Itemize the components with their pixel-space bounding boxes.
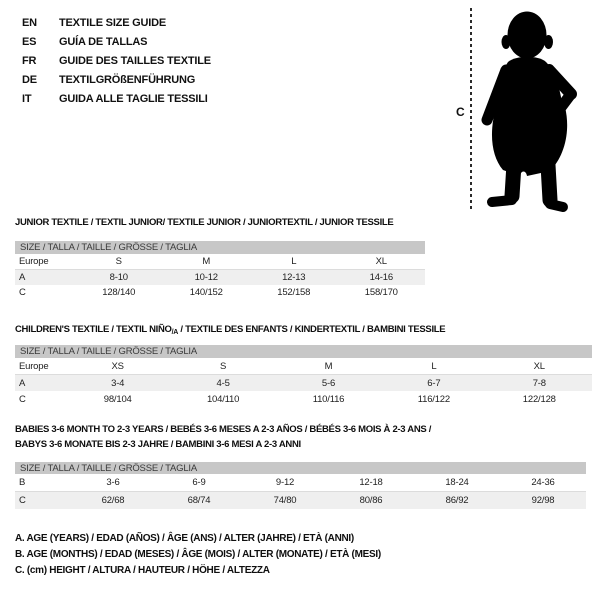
children-size-table (15, 345, 592, 407)
size-cell: 68/74 (156, 492, 242, 510)
size-header-row (15, 241, 425, 254)
title-text: / TEXTILE DES ENFANTS / KINDERTEXTIL / BAMBINI TESSILE (178, 324, 446, 335)
legend-line-b: B. AGE (MONTHS) / EDAD (MESES) / ÂGE (MOIS) / ALTER (MONATE) / ETÀ (MESI) (15, 549, 381, 560)
size-cell: 92/98 (500, 492, 586, 510)
size-cell: 6-9 (156, 474, 242, 492)
size-cell: M (276, 358, 381, 375)
size-cell: 116/122 (417, 393, 450, 405)
row-label-cell: B (15, 474, 70, 492)
language-title: TEXTILGRÖßENFÜHRUNG (59, 73, 196, 86)
size-cell: 98/104 (103, 393, 132, 405)
size-cell: XL (338, 254, 426, 270)
size-cell: 5-6 (276, 375, 381, 392)
table-row (15, 285, 425, 300)
size-cell: 12-13 (250, 270, 338, 286)
size-cell: 6-7 (381, 375, 486, 392)
size-header-row (15, 462, 586, 474)
size-cell: M (163, 254, 251, 270)
height-marker-label: C (456, 105, 465, 119)
babies-size-table (15, 462, 586, 509)
size-cell: L (381, 358, 486, 375)
table-row (15, 270, 425, 286)
size-cell: 128/140 (102, 287, 136, 298)
language-row (22, 13, 211, 32)
row-label-cell: C (19, 393, 26, 405)
size-cell: 140/152 (189, 287, 223, 298)
language-row (22, 89, 211, 108)
size-cell: S (170, 358, 275, 375)
size-cell: L (250, 254, 338, 270)
row-label-cell: Europe (15, 254, 75, 270)
language-row (22, 70, 211, 89)
measurement-legend (15, 533, 381, 581)
language-code: FR (22, 54, 37, 67)
legend-line-a: A. AGE (YEARS) / EDAD (AÑOS) / ÂGE (ANS) / ALTER (JAHRE) / ETÀ (ANNI) (15, 533, 354, 544)
size-cell: 14-16 (338, 270, 426, 286)
size-cell: S (75, 254, 163, 270)
row-label-cell: C (15, 492, 70, 510)
table-row (15, 474, 586, 492)
language-title: GUÍA DE TALLAS (59, 35, 148, 48)
size-cell: 24-36 (500, 474, 586, 492)
size-cell: 3-4 (65, 375, 170, 392)
language-code: IT (22, 92, 32, 105)
table-row (15, 492, 586, 510)
row-label-cell: Europe (15, 358, 65, 375)
size-header-bar: SIZE / TALLA / TAILLE / GRÖSSE / TAGLIA (15, 462, 586, 474)
size-cell: 122/128 (522, 393, 556, 405)
language-title-list (22, 13, 211, 108)
baby-silhouette-icon (476, 4, 600, 216)
junior-table-title: JUNIOR TEXTILE / TEXTIL JUNIOR/ TEXTILE JUNIOR / JUNIORTEXTIL / JUNIOR TESSILE (15, 217, 394, 228)
size-cell: 62/68 (70, 492, 156, 510)
size-cell: 12-18 (328, 474, 414, 492)
table-row (15, 375, 592, 392)
language-code: ES (22, 35, 37, 48)
legend-line-c: C. (cm) HEIGHT / ALTURA / HAUTEUR / HÖHE / ALTEZZA (15, 565, 270, 576)
language-title: GUIDA ALLE TAGLIE TESSILI (59, 92, 208, 105)
size-header-bar: SIZE / TALLA / TAILLE / GRÖSSE / TAGLIA (15, 241, 425, 254)
size-cell: 8-10 (75, 270, 163, 286)
size-cell: 9-12 (242, 474, 328, 492)
size-cell: 4-5 (170, 375, 275, 392)
size-cell: 80/86 (328, 492, 414, 510)
table-row (15, 358, 592, 375)
language-code: EN (22, 16, 37, 29)
junior-size-table (15, 241, 425, 300)
row-label-cell: A (15, 270, 75, 286)
title-subscript: /A (171, 329, 179, 336)
title-line: BABIES 3-6 MONTH TO 2-3 YEARS / BEBÉS 3-6 MESES A 2-3 AÑOS / BÉBÉS 3-6 MOIS À 2-3 ANS / (15, 424, 432, 435)
title-line: BABYS 3-6 MONATE BIS 2-3 JAHRE / BAMBINI 3-6 MESI A 2-3 ANNI (15, 439, 301, 450)
size-cell: 152/158 (277, 287, 311, 298)
size-cell: 3-6 (70, 474, 156, 492)
language-code: DE (22, 73, 37, 86)
size-cell: 10-12 (163, 270, 251, 286)
language-title: GUIDE DES TAILLES TEXTILE (59, 54, 211, 67)
table-row (15, 254, 425, 270)
size-cell: 7-8 (487, 375, 592, 392)
size-cell: 18-24 (414, 474, 500, 492)
table-row (15, 391, 592, 407)
language-title: TEXTILE SIZE GUIDE (59, 16, 167, 29)
babies-table-title (15, 422, 431, 452)
size-cell: XS (65, 358, 170, 375)
size-cell: 86/92 (414, 492, 500, 510)
language-row (22, 51, 211, 70)
size-cell: XL (487, 358, 592, 375)
size-header-bar: SIZE / TALLA / TAILLE / GRÖSSE / TAGLIA (15, 345, 592, 358)
size-cell: 158/170 (364, 287, 398, 298)
children-table-title (15, 322, 445, 340)
size-cell: 104/110 (206, 393, 240, 405)
row-label-cell: A (15, 375, 65, 392)
size-cell: 74/80 (242, 492, 328, 510)
size-header-row (15, 345, 592, 358)
row-label-cell: C (19, 287, 26, 298)
language-row (22, 32, 211, 51)
height-measure-dotted-line (470, 8, 472, 210)
title-text: CHILDREN'S TEXTILE / TEXTIL NIÑO (15, 324, 172, 335)
size-cell: 110/116 (312, 393, 345, 405)
